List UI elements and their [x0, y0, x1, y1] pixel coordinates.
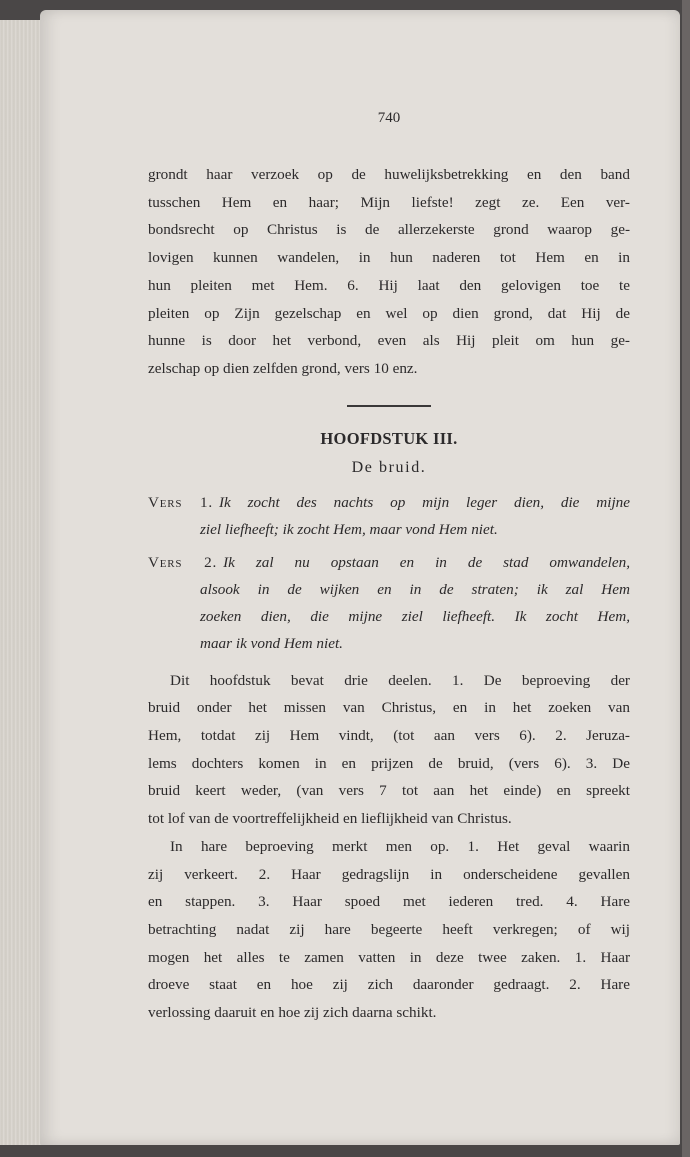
verse-line: ziel liefheeft; ik zocht Hem, maar vond Hem niet. — [200, 520, 498, 538]
text-line: bruid onder het missen van Christus, en in het zoeken van — [148, 699, 630, 717]
text-line: verlossing daaruit en hoe zij zich daarna schikt. — [148, 1004, 437, 1022]
page-content — [148, 110, 630, 1027]
text-line: mogen het alles te zamen vatten in deze twee zaken. 1. Haar — [148, 948, 630, 966]
verse-text: Ik zal nu opstaan en in de stad omwandelen, — [223, 553, 630, 571]
text-line: hunne is door het verbond, even als Hij pleit om hun ge- — [148, 332, 630, 350]
verse-line: zoeken dien, die mijne ziel liefheeft. Ik zocht Hem, — [200, 607, 630, 625]
right-page-edge — [682, 0, 690, 1157]
verse-2 — [148, 549, 630, 657]
intro-paragraph — [148, 161, 630, 383]
text-line: Hem, totdat zij Hem vindt, (tot aan vers 6). 2. Jeruza- — [148, 727, 630, 745]
text-line: tot lof van de voortreffelijkheid en lieflijkheid van Christus. — [148, 810, 512, 828]
text-line: lovigen kunnen wandelen, in hun naderen tot Hem en in — [148, 249, 630, 267]
text-line: en stappen. 3. Haar spoed met iederen tred. 4. Hare — [148, 893, 630, 911]
chapter-title: HOOFDSTUK III. — [320, 428, 458, 448]
verse-line: alsook in de wijken en in de straten; ik zal Hem — [200, 580, 630, 598]
text-line: bondsrecht op Christus is de allerzekerste grond waarop ge- — [148, 221, 630, 239]
paragraph-trial — [148, 833, 630, 1027]
text-line: betrachting nadat zij hare begeerte heeft verkregen; of wij — [148, 920, 630, 938]
text-line: zij verkeert. 2. Haar gedragslijn in onderscheidene gevallen — [148, 865, 630, 883]
chapter-subtitle: De bruid. — [351, 458, 427, 476]
verse-line — [148, 489, 630, 516]
text-line: pleiten op Zijn gezelschap en wel op dien grond, dat Hij de — [148, 304, 630, 322]
verse-line: maar ik vond Hem niet. — [200, 634, 343, 652]
verse-text: Ik zocht des nachts op mijn leger dien, die mijne — [218, 493, 630, 511]
text-line: hun pleiten met Hem. 6. Hij laat den gelovigen toe te — [148, 276, 630, 294]
text-line: tusschen Hem en haar; Mijn liefste! zegt ze. Een ver- — [148, 193, 630, 211]
verse-1 — [148, 489, 630, 543]
verse-label: Vers 2. — [148, 553, 218, 571]
section-divider — [347, 405, 431, 407]
page-number: 740 — [377, 110, 401, 126]
text-line: zelschap op dien zelfden grond, vers 10 enz. — [148, 359, 418, 377]
text-line: grondt haar verzoek op de huwelijksbetrekking en den band — [148, 166, 630, 183]
text-line: Dit hoofdstuk bevat drie deelen. 1. De beproeving der — [170, 671, 630, 689]
verse-label: Vers 1. — [148, 493, 213, 511]
paragraph-overview — [148, 667, 630, 833]
text-line: lems dochters komen in en prijzen de bruid, (vers 6). 3. De — [148, 754, 630, 772]
text-line: bruid keert weder, (van vers 7 tot aan het einde) en spreekt — [148, 782, 630, 800]
text-line: In hare beproeving merkt men op. 1. Het geval waarin — [170, 837, 630, 855]
text-line: droeve staat en hoe zij zich daaronder gedraagt. 2. Hare — [148, 976, 630, 994]
verse-line — [148, 549, 630, 576]
